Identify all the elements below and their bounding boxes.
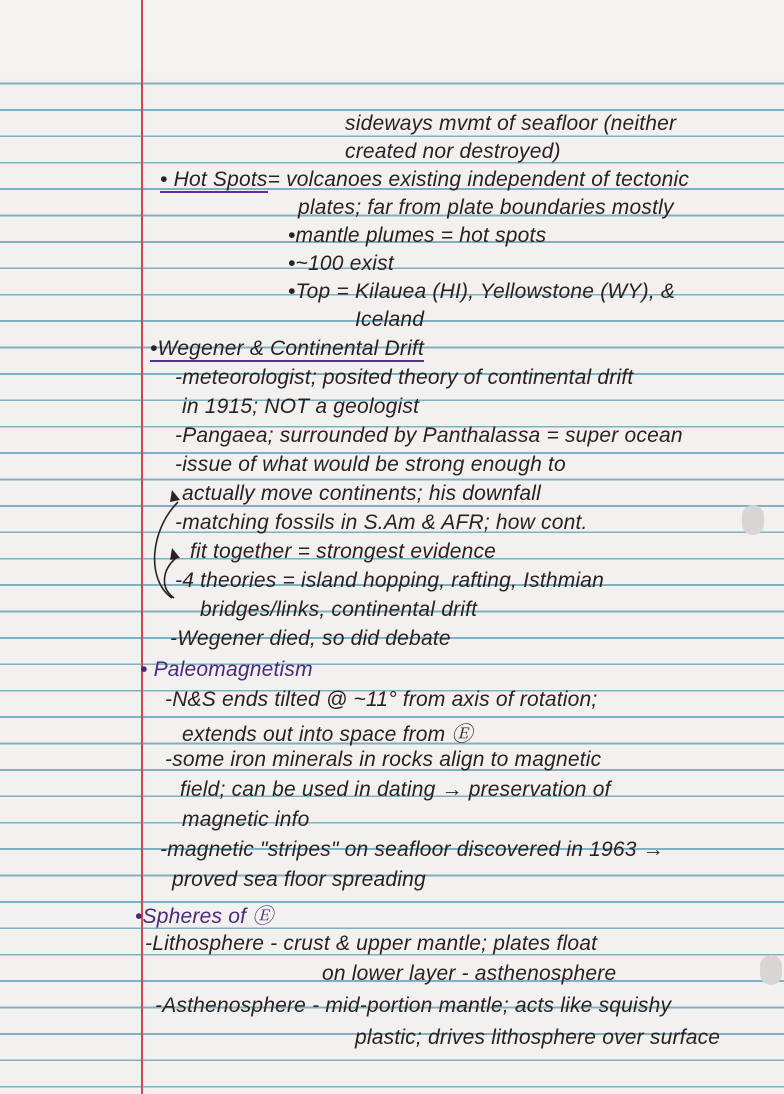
note-line: bridges/links, continental drift xyxy=(200,598,478,621)
note-line: Iceland xyxy=(355,308,425,331)
note-line: in 1915; NOT a geologist xyxy=(182,395,420,418)
note-line: plastic; drives lithosphere over surface xyxy=(355,1026,721,1049)
heading-text: • Hot Spots xyxy=(160,168,268,191)
note-line: sideways mvmt of seafloor (neither xyxy=(345,112,677,135)
binder-hole xyxy=(760,955,782,985)
note-line: -magnetic "stripes" on seafloor discovered in 1963 → xyxy=(160,838,664,861)
note-line: -N&S ends tilted @ ~11° from axis of rotation; xyxy=(165,688,598,711)
heading-paleomagnetism: • Paleomagnetism xyxy=(140,658,313,681)
note-line: -issue of what would be strong enough to xyxy=(175,453,566,476)
note-line: created nor destroyed) xyxy=(345,140,561,163)
note-line: -Wegener died, so did debate xyxy=(170,627,451,650)
note-line: -Lithosphere - crust & upper mantle; plates float xyxy=(145,932,598,955)
note-line: •mantle plumes = hot spots xyxy=(288,224,547,247)
note-line: actually move continents; his downfall xyxy=(182,482,541,505)
note-line: -4 theories = island hopping, rafting, Isthmian xyxy=(175,569,605,592)
note-line: •~100 exist xyxy=(288,252,394,275)
note-line: proved sea floor spreading xyxy=(172,868,426,891)
heading-spheres: •Spheres of Ⓔ xyxy=(135,905,274,928)
page-top-blank xyxy=(0,0,784,70)
note-line: fit together = strongest evidence xyxy=(190,540,497,563)
note-line: -meteorologist; posited theory of continental drift xyxy=(175,366,634,389)
note-line: magnetic info xyxy=(182,808,310,831)
note-line: plates; far from plate boundaries mostly xyxy=(298,196,674,219)
binder-hole xyxy=(742,505,764,535)
note-line: extends out into space from Ⓔ xyxy=(182,723,473,746)
note-line: -matching fossils in S.Am & AFR; how cont. xyxy=(175,511,588,534)
note-text: = volcanoes existing independent of tectonic xyxy=(267,168,690,191)
note-line: -Pangaea; surrounded by Panthalassa = super ocean xyxy=(175,424,683,447)
note-line: •Top = Kilauea (HI), Yellowstone (WY), & xyxy=(288,280,676,303)
note-line: field; can be used in dating → preservation of xyxy=(180,778,611,801)
heading-text: •Wegener & Continental Drift xyxy=(150,337,425,360)
note-line: -Asthenosphere - mid-portion mantle; acts like squishy xyxy=(155,994,672,1017)
note-line: -some iron minerals in rocks align to magnetic xyxy=(165,748,602,771)
heading-hot-spots xyxy=(160,168,689,192)
heading-wegener xyxy=(150,337,424,361)
note-line: on lower layer - asthenosphere xyxy=(322,962,617,985)
